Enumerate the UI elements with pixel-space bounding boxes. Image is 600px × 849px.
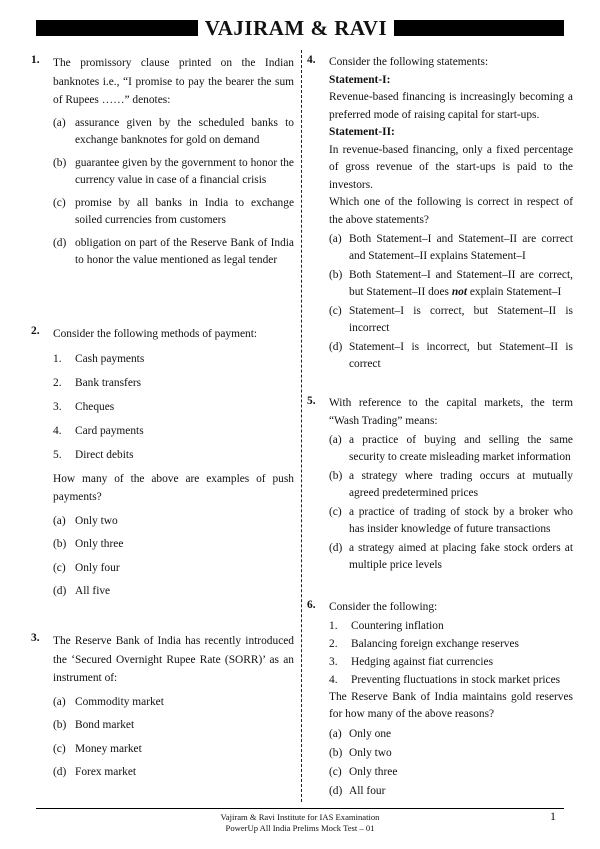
option-c: (c) Statement–I is correct, but Statement–II is incorrect bbox=[329, 305, 573, 334]
option-a: (a) a practice of buying and selling the same security to create misleading market information bbox=[329, 434, 573, 463]
footer-test-name: PowerUp All India Prelims Mock Test – 01 bbox=[225, 823, 375, 833]
option-d: (d) Statement–I is incorrect, but Statement–II is correct bbox=[329, 341, 573, 370]
list-item: 4. Preventing fluctuations in stock market prices bbox=[329, 673, 561, 686]
header-title: VAJIRAM & RAVI bbox=[198, 14, 394, 42]
option-c: (c) a practice of trading of stock by a broker who has insider knowledge of future transactions bbox=[329, 506, 573, 535]
option-a: (a) assurance given by the scheduled banks to exchange banknotes for gold on demand bbox=[53, 116, 294, 146]
question-text: Consider the following methods of payment: bbox=[53, 328, 258, 340]
question-1 bbox=[31, 54, 294, 270]
question-3 bbox=[31, 632, 294, 782]
option-a: (a) Both Statement–I and Statement–II are correct and Statement–II explains Statement–I bbox=[329, 233, 573, 262]
option-c: (c) Money market bbox=[53, 742, 142, 755]
footer bbox=[150, 812, 450, 834]
question-text: The promissory clause printed on the Indian banknotes i.e., “I promise to pay the bearer the sum of Rupees ……” denotes: bbox=[53, 57, 294, 106]
list-item: 4. Card payments bbox=[53, 424, 144, 437]
option-b: (b) Bond market bbox=[53, 719, 135, 731]
list-item: 3. Hedging against fiat currencies bbox=[329, 655, 494, 668]
list-item: 2. Balancing foreign exchange reserves bbox=[329, 637, 519, 650]
list-item: 2. Bank transfers bbox=[53, 376, 142, 389]
option-b: (b) Only three bbox=[53, 538, 124, 550]
question-number: 3. bbox=[31, 632, 40, 644]
option-d: (d) All five bbox=[53, 585, 111, 597]
list-item: 3. Cheques bbox=[53, 400, 115, 413]
option-c: (c) Only three bbox=[329, 765, 398, 778]
question-text: The Reserve Bank of India has recently introduced the ‘Secured Overnight Rupee Rate (SORR)’ as an instrument of: bbox=[53, 635, 294, 684]
question-prompt: Which one of the following is correct in respect of the above statements? bbox=[329, 196, 573, 226]
question-number: 1. bbox=[31, 54, 40, 66]
question-4 bbox=[307, 54, 573, 373]
option-d: (d) a strategy aimed at placing fake stock orders at multiple price levels bbox=[329, 542, 573, 571]
statement-1-heading: Statement-I: bbox=[329, 73, 391, 86]
list-item: 5. Direct debits bbox=[53, 448, 134, 461]
question-number: 5. bbox=[307, 395, 316, 407]
statement-1-text: Revenue-based financing is increasingly becoming a preferred mode of raising capital for start-ups. bbox=[329, 91, 573, 121]
option-b: (b) Only two bbox=[329, 746, 392, 759]
option-d: (d) All four bbox=[329, 784, 386, 797]
question-number: 2. bbox=[31, 325, 40, 337]
option-d: (d) obligation on part of the Reserve Bank of India to honor the value mentioned as legal tender bbox=[53, 236, 294, 266]
option-c: (c) Only four bbox=[53, 561, 120, 574]
question-5 bbox=[307, 395, 573, 574]
column-divider bbox=[301, 50, 302, 802]
option-a: (a) Commodity market bbox=[53, 695, 164, 708]
option-a: (a) Only one bbox=[329, 727, 392, 740]
question-number: 6. bbox=[307, 599, 316, 611]
option-b: (b) Both Statement–I and Statement–II are correct, but Statement–II does not explain Statement–I bbox=[329, 269, 573, 298]
option-b: (b) a strategy where trading occurs at mutually agreed predetermined prices bbox=[329, 470, 573, 499]
list-item: 1. Countering inflation bbox=[329, 619, 444, 632]
footer-institute: Vajiram & Ravi Institute for IAS Examination bbox=[220, 812, 380, 822]
question-prompt: The Reserve Bank of India maintains gold reserves for how many of the above reasons? bbox=[329, 690, 573, 720]
question-6 bbox=[307, 599, 573, 800]
option-c: (c) promise by all banks in India to exchange soiled currencies from customers bbox=[53, 196, 294, 226]
footer-rule bbox=[36, 808, 564, 809]
statement-2-text: In revenue-based financing, only a fixed percentage of gross revenue of the start-ups is paid to the investors. bbox=[329, 143, 573, 191]
option-a: (a) Only two bbox=[53, 514, 118, 527]
option-b: (b) guarantee given by the government to honor the currency value in case of a financial crisis bbox=[53, 156, 294, 186]
question-number: 4. bbox=[307, 54, 316, 66]
option-d: (d) Forex market bbox=[53, 766, 137, 778]
question-2 bbox=[31, 325, 294, 601]
list-item: 1. Cash payments bbox=[53, 352, 145, 365]
statement-2-heading: Statement-II: bbox=[329, 126, 395, 138]
page-number: 1 bbox=[550, 809, 556, 823]
question-text: With reference to the capital markets, the term “Wash Trading” means: bbox=[329, 397, 573, 427]
question-text: Consider the following statements: bbox=[329, 56, 489, 68]
question-text: Consider the following: bbox=[329, 601, 438, 613]
question-prompt: How many of the above are examples of push payments? bbox=[53, 472, 294, 503]
